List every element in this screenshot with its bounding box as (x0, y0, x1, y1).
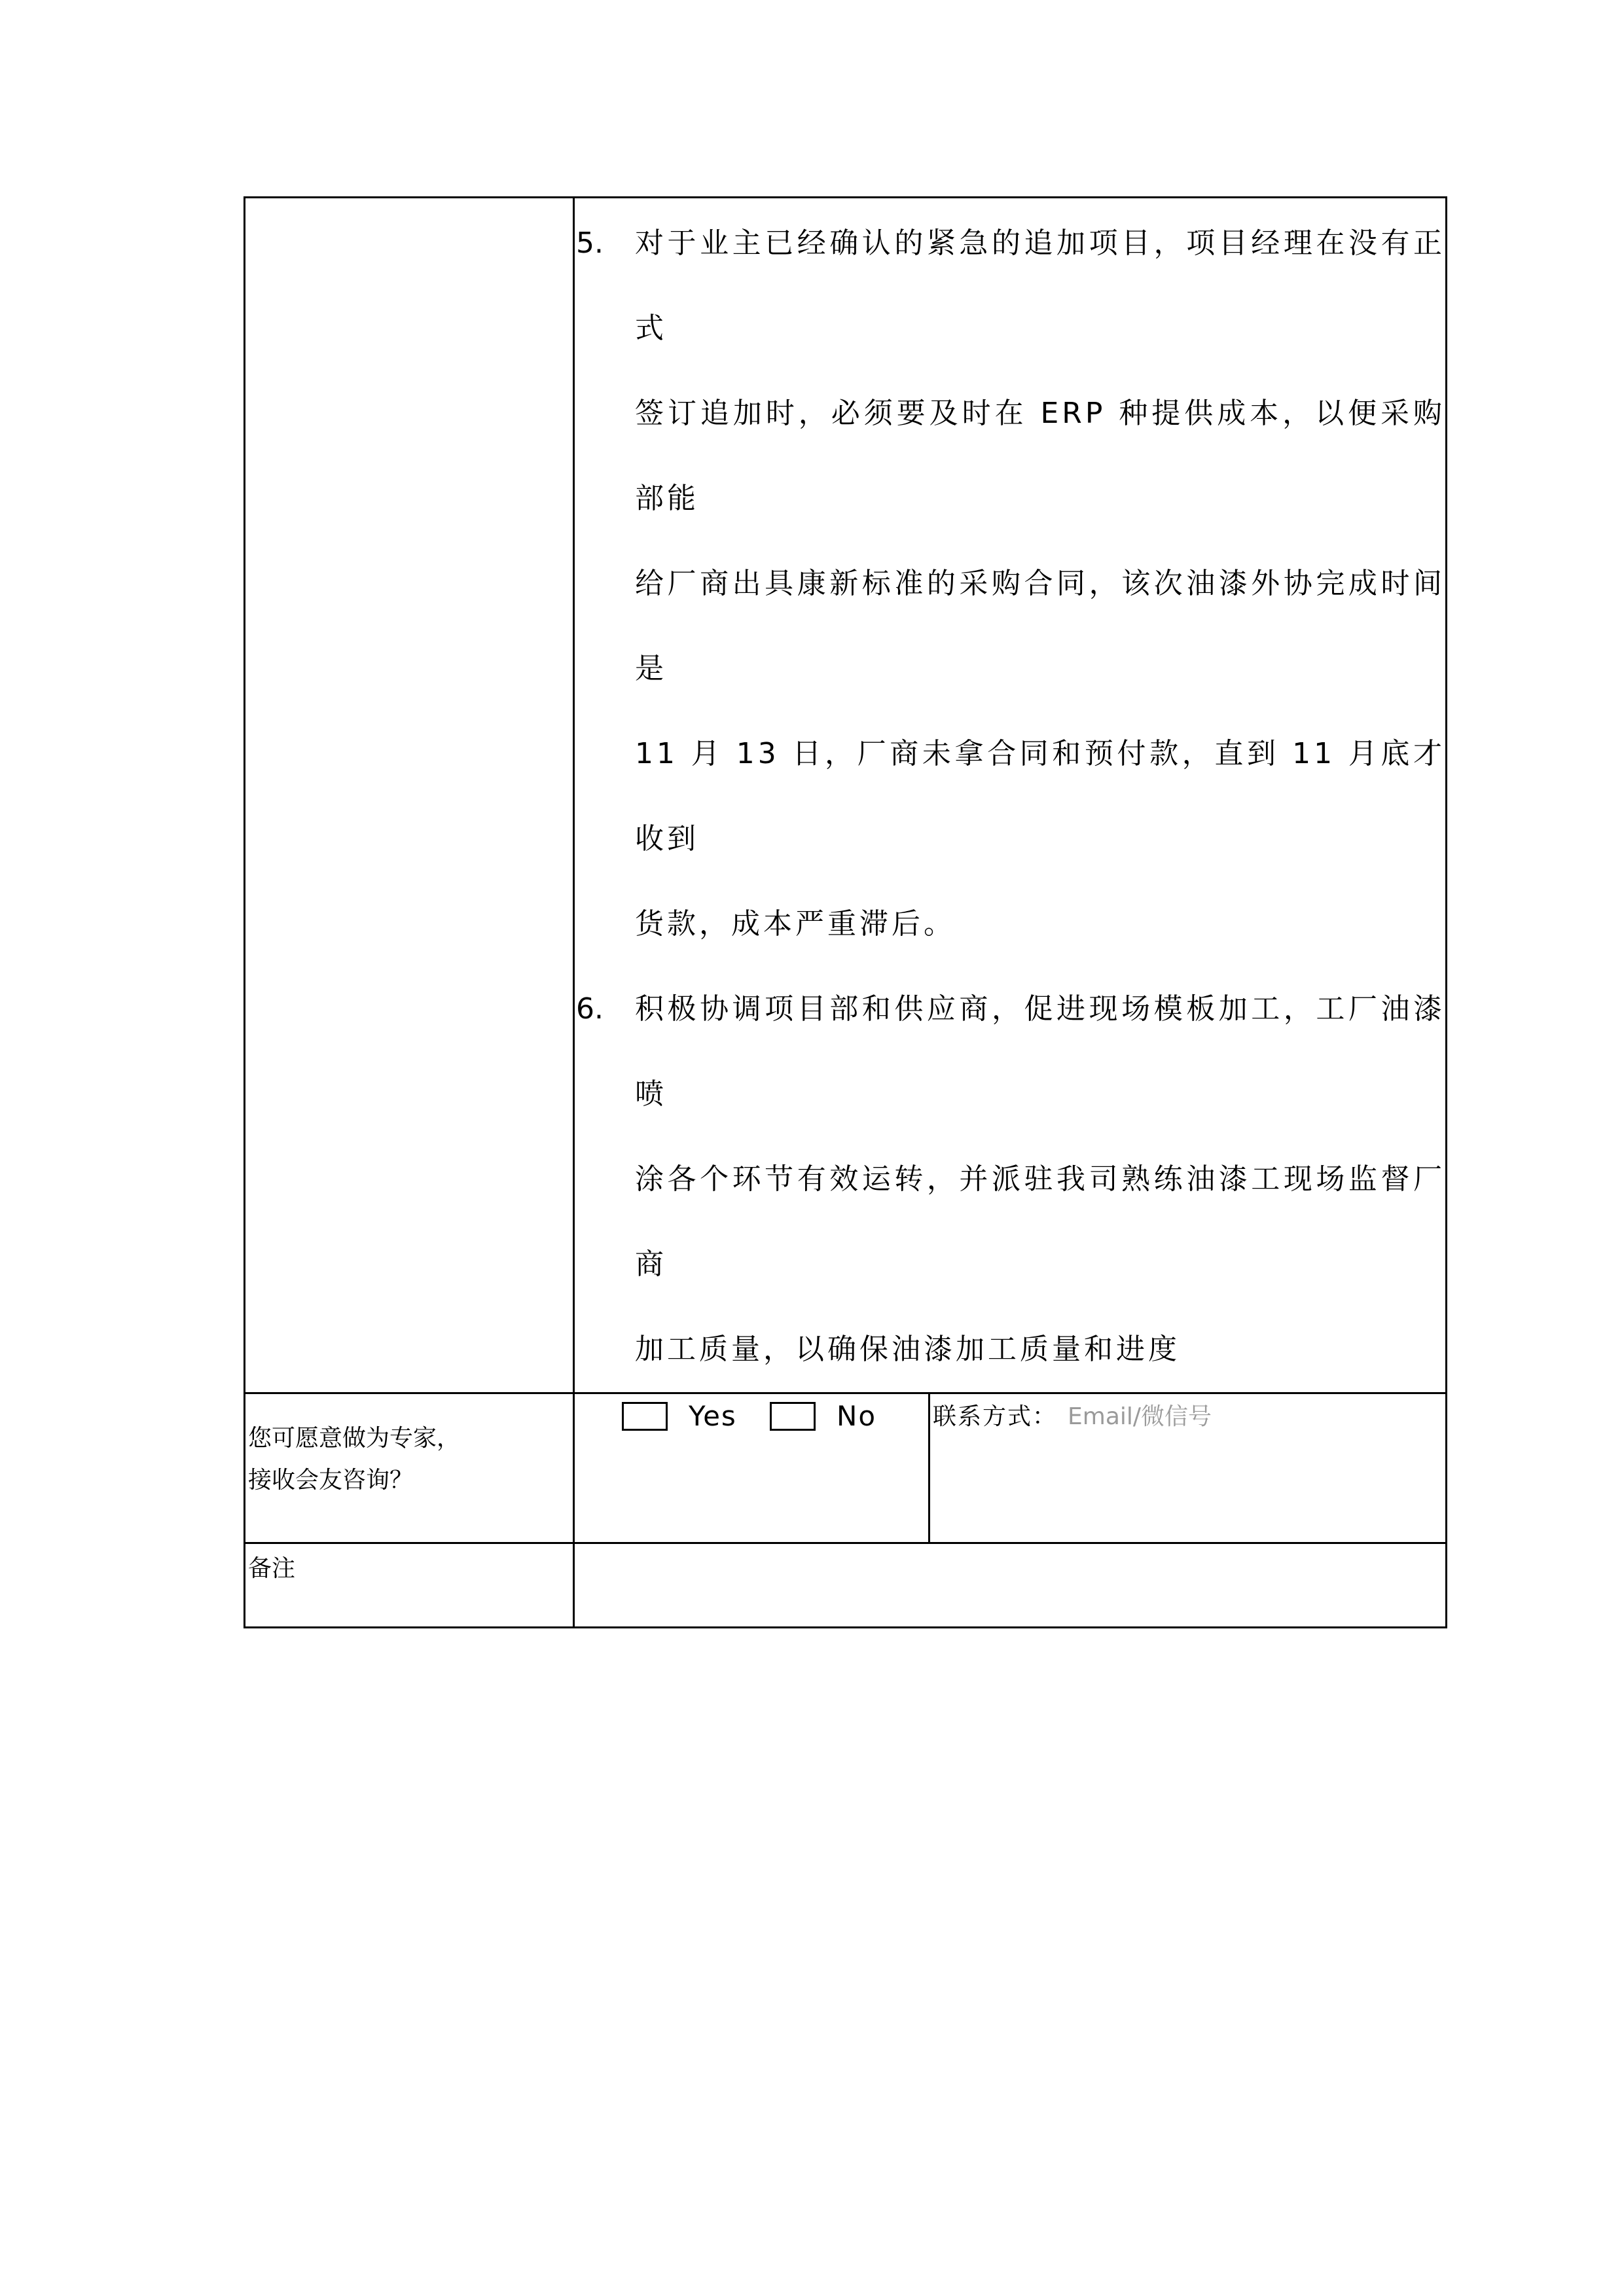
expert-row (245, 1393, 1447, 1543)
list-line: 给厂商出具康新标准的采购合同，该次油漆外协完成时间是 (635, 567, 1445, 685)
list-item-5 (575, 201, 1445, 967)
content-text-cell (574, 198, 1447, 1393)
content-row (245, 198, 1447, 1393)
notes-row (245, 1543, 1447, 1628)
contact-label: 联系方式： (933, 1403, 1058, 1430)
no-checkbox[interactable] (770, 1402, 816, 1431)
no-label: No (837, 1400, 877, 1432)
list-number: 5. (576, 226, 604, 260)
feedback-form-table (244, 196, 1447, 1628)
contact-area (930, 1394, 1445, 1542)
list-line: 11 月 13 日，厂商未拿合同和预付款，直到 11 月底才收到 (635, 737, 1445, 855)
yes-label: Yes (689, 1400, 737, 1432)
list-number: 6. (576, 992, 604, 1026)
expert-label-line: 您可愿意做为专家， (248, 1425, 461, 1452)
list-line: 涂各个环节有效运转，并派驻我司熟练油漆工现场监督厂商 (635, 1162, 1445, 1281)
expert-answer-cell (574, 1393, 1447, 1543)
choice-area (575, 1394, 930, 1542)
contact-input[interactable] (1068, 1398, 1624, 1435)
yes-checkbox[interactable] (622, 1402, 668, 1431)
notes-field[interactable] (574, 1543, 1447, 1628)
list-line: 签订追加时，必须要及时在 ERP 种提供成本，以便采购部能 (635, 397, 1445, 515)
content-label-cell (245, 198, 574, 1393)
list-item-6 (575, 967, 1445, 1392)
expert-label-line: 接收会友咨询？ (248, 1467, 414, 1494)
expert-question-label (245, 1393, 574, 1543)
list-line: 积极协调项目部和供应商，促进现场模板加工，工厂油漆喷 (635, 992, 1445, 1111)
list-line: 货款，成本严重滞后。 (635, 907, 956, 941)
notes-label: 备注 (245, 1543, 574, 1628)
list-line: 对于业主已经确认的紧急的追加项目，项目经理在没有正式 (635, 226, 1445, 345)
list-line: 加工质量，以确保油漆加工质量和进度 (635, 1333, 1180, 1366)
